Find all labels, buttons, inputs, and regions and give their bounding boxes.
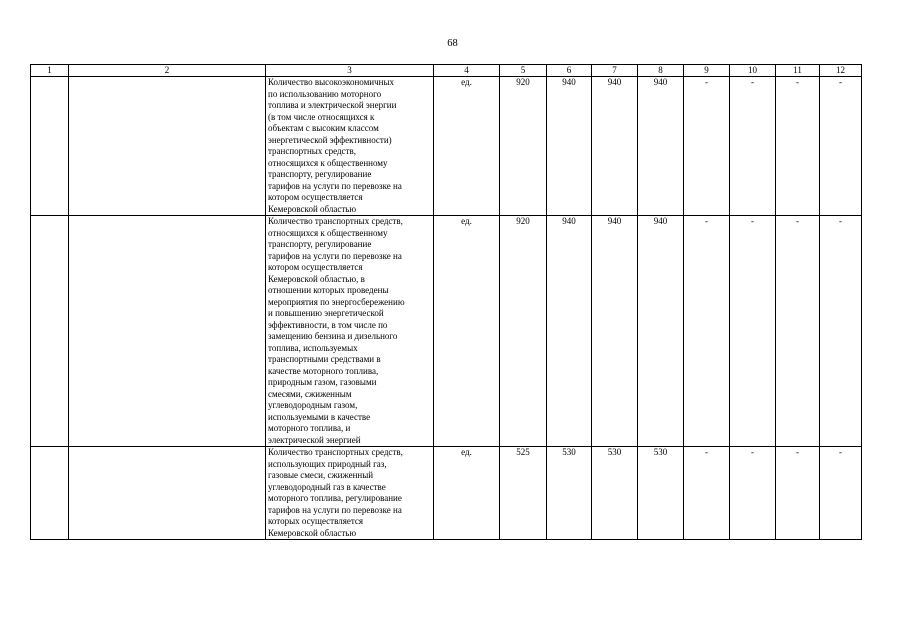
indicator-name-line: Количество транспортных средств, xyxy=(268,216,403,226)
indicator-name-line: транспортных средств, xyxy=(268,146,356,156)
table-body xyxy=(31,77,862,540)
column-number-header-row xyxy=(31,65,862,77)
column-header: 4 xyxy=(434,65,500,77)
indicator-name-line: которых осуществляется xyxy=(268,516,364,526)
indicator-name-line: котором осуществляется xyxy=(268,262,363,272)
value-cell: - xyxy=(730,77,776,216)
value-cell: 530 xyxy=(592,447,638,540)
unit-cell: ед. xyxy=(434,77,500,216)
cell-col-2 xyxy=(69,216,266,447)
indicator-name-cell xyxy=(266,216,434,447)
indicator-name-line: (в том числе относящихся к xyxy=(268,111,375,122)
indicator-name-line: газовые смеси, сжиженный xyxy=(268,470,374,480)
indicator-name-cell xyxy=(266,447,434,540)
table-row xyxy=(31,77,862,216)
indicator-name-line: объектам с высоким классом xyxy=(268,123,379,133)
cell-col-1 xyxy=(31,77,69,216)
value-cell: 940 xyxy=(592,216,638,447)
indicator-name-line: качестве моторного топлива, xyxy=(268,365,379,376)
indicator-name-line: углеводородным газом, xyxy=(268,400,358,410)
indicator-name-line: топлива и электрической энергии xyxy=(268,100,397,110)
indicator-name-line: тарифов на услуги по перевозке на xyxy=(268,180,402,191)
indicator-name-line: топлива, используемых xyxy=(268,342,358,353)
cell-col-2 xyxy=(69,77,266,216)
value-cell: - xyxy=(684,77,730,216)
table-row xyxy=(31,447,862,540)
value-cell: - xyxy=(776,447,820,540)
indicator-name-line: Кемеровской областью, в xyxy=(268,273,365,284)
column-header: 11 xyxy=(776,65,820,77)
indicator-name-line: энергетической эффективности) xyxy=(268,134,392,145)
indicator-name-line: замещению бензина и дизельного xyxy=(268,331,398,341)
indicator-name-line: тарифов на услуги по перевозке на xyxy=(268,504,402,515)
indicator-name-line: мероприятия по энергосбережению xyxy=(268,296,405,307)
cell-col-1 xyxy=(31,447,69,540)
value-cell: - xyxy=(820,77,862,216)
value-cell: - xyxy=(820,447,862,540)
value-cell: 940 xyxy=(638,216,684,447)
value-cell: - xyxy=(776,77,820,216)
indicator-name-line: использующих природный газ, xyxy=(268,458,387,469)
indicator-name-line: тарифов на услуги по перевозке на xyxy=(268,250,402,261)
cell-col-1 xyxy=(31,216,69,447)
value-cell: - xyxy=(776,216,820,447)
indicator-name-line: и повышению энергетической xyxy=(268,308,384,318)
value-cell: 525 xyxy=(500,447,547,540)
indicator-name-line: котором осуществляется xyxy=(268,192,363,202)
value-cell: 940 xyxy=(547,216,592,447)
indicator-name-line: смесями, сжиженным xyxy=(268,388,352,399)
column-header: 5 xyxy=(500,65,547,77)
value-cell: - xyxy=(730,216,776,447)
indicator-name-line: моторного топлива, и xyxy=(268,423,351,433)
value-cell: 920 xyxy=(500,216,547,447)
value-cell: - xyxy=(730,447,776,540)
indicator-name-line: Кемеровской областью xyxy=(268,203,357,214)
unit-cell: ед. xyxy=(434,216,500,447)
indicator-name-line: относящихся к общественному xyxy=(268,227,388,238)
indicator-name-line: моторного топлива, регулирование xyxy=(268,493,402,503)
value-cell: 920 xyxy=(500,77,547,216)
column-header: 9 xyxy=(684,65,730,77)
unit-cell: ед. xyxy=(434,447,500,540)
indicator-name-line: углеводородный газ в качестве xyxy=(268,481,386,492)
column-header: 10 xyxy=(730,65,776,77)
column-header: 7 xyxy=(592,65,638,77)
cell-col-2 xyxy=(69,447,266,540)
column-header: 1 xyxy=(31,65,69,77)
indicator-name-cell xyxy=(266,77,434,216)
column-header: 2 xyxy=(69,65,266,77)
table-row xyxy=(31,216,862,447)
data-table xyxy=(30,64,862,540)
column-header: 8 xyxy=(638,65,684,77)
indicator-name-line: Количество высокоэкономичных xyxy=(268,77,394,87)
indicator-name-line: транспорту, регулирование xyxy=(268,239,372,249)
value-cell: 530 xyxy=(547,447,592,540)
column-header: 6 xyxy=(547,65,592,77)
indicator-name-line: транспортными средствами в xyxy=(268,354,381,364)
value-cell: - xyxy=(684,447,730,540)
value-cell: - xyxy=(820,216,862,447)
page-number: 68 xyxy=(447,38,458,49)
value-cell: 940 xyxy=(638,77,684,216)
indicator-name-line: относящихся к общественному xyxy=(268,157,388,168)
indicator-name-line: Кемеровской областью xyxy=(268,527,357,538)
value-cell: 530 xyxy=(638,447,684,540)
indicator-name-line: транспорту, регулирование xyxy=(268,169,372,179)
indicator-name-line: эффективности, в том числе по xyxy=(268,319,388,330)
indicator-name-line: по использованию моторного xyxy=(268,88,382,99)
indicator-name-line: Количество транспортных средств, xyxy=(268,447,403,457)
indicator-name-line: электрической энергией xyxy=(268,434,361,445)
indicator-name-line: природным газом, газовыми xyxy=(268,377,377,387)
value-cell: - xyxy=(684,216,730,447)
column-header: 12 xyxy=(820,65,862,77)
indicator-name-line: используемыми в качестве xyxy=(268,411,371,422)
column-header: 3 xyxy=(266,65,434,77)
value-cell: 940 xyxy=(592,77,638,216)
value-cell: 940 xyxy=(547,77,592,216)
indicator-name-line: отношении которых проведены xyxy=(268,285,389,295)
